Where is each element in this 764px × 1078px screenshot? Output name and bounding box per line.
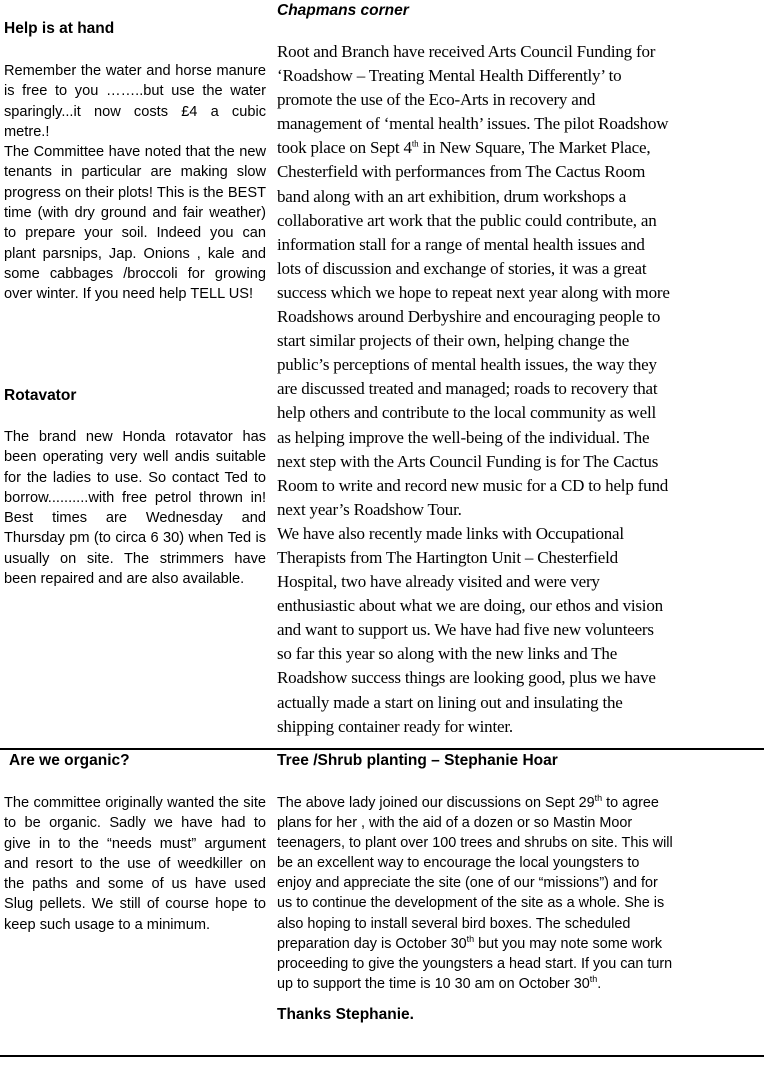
chapmans-lines2-line: so far this year so along with the new links and The [277, 644, 618, 664]
chapmans-lines2-line: actually made a start on lining out and insulating the [277, 692, 623, 712]
chapmans-section [277, 2, 764, 20]
tree-paragraph [277, 793, 764, 994]
tree-lines-line: teenagers, to plant over 100 trees and shrubs on site. This will [277, 835, 673, 852]
chapmans-lines1-line: next step with the Arts Council Funding is for The Cactus [277, 451, 659, 471]
chapmans-lines2-line: Therapists from The Hartington Unit – Chesterfield [277, 547, 618, 567]
tree-signoff: Thanks Stephanie. [277, 1005, 414, 1023]
chapmans-lines1-line: are discussed treated and managed; roads to recovery that [277, 379, 658, 399]
rotavator-heading: Rotavator [4, 387, 77, 404]
tree-lines-line: up to support the time is 10 30 am on October 30th. [277, 974, 602, 992]
chapmans-lines1-line: start similar projects of their own, helping change the [277, 331, 630, 351]
chapmans-lines1-line: as helping improve the well-being of the individual. The [277, 427, 650, 447]
chapmans-lines1-line: band along with an art exhibition, drum workshops a [277, 186, 627, 206]
chapmans-lines2-line: Roadshow success things are looking good, plus we have [277, 668, 656, 688]
organic-heading: Are we organic? [9, 752, 130, 769]
chapmans-lines1-line: information stall for a range of mental health issues and [277, 234, 645, 254]
rotavator-section [4, 387, 266, 405]
tree-lines-line: plans for her , with the aid of a dozen or so Mastin Moor [277, 815, 633, 832]
help-body [4, 61, 266, 305]
chapmans-lines2-line: enthusiastic about what we are doing, our ethos and vision [277, 596, 663, 616]
chapmans-lines1-line: collaborative art work that the public could contribute, an [277, 210, 657, 230]
chapmans-paragraphs [277, 40, 764, 739]
chapmans-lines1-line: management of ‘mental health’ issues. The pilot Roadshow [277, 114, 669, 134]
tree-section [277, 752, 764, 770]
chapmans-lines2-line: Hospital, two have already visited and were very [277, 572, 600, 592]
tree-body [277, 793, 764, 1024]
tree-lines-line: The above lady joined our discussions on Sept 29th to agree [277, 793, 659, 811]
chapmans-lines1-line: Room to write and record new music for a CD to help fund [277, 475, 669, 495]
chapmans-lines1-line: ‘Roadshow – Treating Mental Health Differently’ to [277, 66, 622, 86]
section-divider [0, 748, 764, 750]
rotavator-paragraph: The brand new Honda rotavator has been operating very well andis suitable for the ladies to use. So contact Ted to borrow..........with free petrol thrown in! Best times are Wednesday and Thursday pm (to circa 6 30) when Ted is usually on site. The strimmers have been repaired and are also available. [4, 429, 266, 588]
tree-lines-line: also hoping to install several bird boxes. The scheduled [277, 915, 631, 932]
chapmans-lines1-line: lots of discussion and exchange of stories, it was a great [277, 258, 647, 278]
chapmans-lines1-line: help others and contribute to the local community as well [277, 403, 657, 423]
chapmans-body [277, 40, 764, 739]
tree-lines-line: us to continue the development of the site as a whole. She is [277, 895, 665, 912]
tree-lines-line: enjoy and appreciate the site (one of our “missions”) and for [277, 875, 658, 892]
help-paragraph-1: Remember the water and horse manure is free to you ……..but use the water sparingly...it now costs £4 a cubic metre.! [4, 63, 266, 140]
help-section [4, 20, 266, 38]
chapmans-lines2-line: shipping container ready for winter. [277, 716, 513, 736]
organic-section [9, 752, 266, 770]
chapmans-lines1-line: Root and Branch have received Arts Council Funding for [277, 42, 656, 61]
tree-lines-line: preparation day is October 30th but you may note some work [277, 933, 663, 952]
tree-lines-line: proceeding to give the youngsters a head start. If you can turn [277, 955, 673, 972]
chapmans-lines1-line: Roadshows around Derbyshire and encouraging people to [277, 307, 661, 327]
bottom-divider [0, 1055, 764, 1057]
help-heading: Help is at hand [4, 20, 115, 37]
tree-lines-line: be an excellent way to encourage the local youngsters to [277, 855, 640, 872]
chapmans-lines1-line: promote the use of the Eco-Arts in recovery and [277, 90, 596, 110]
organic-paragraph: The committee originally wanted the site to be organic. Sadly we have had to give in to the “needs must” argument and resort to the use of weedkiller on the paths and some of us have used Slug pellets. We still of course hope to keep such usage to a minimum. [4, 795, 266, 933]
chapmans-lines1-line: next year’s Roadshow Tour. [277, 499, 462, 519]
help-paragraph-2: The Committee have noted that the new tenants in particular are making slow progress on their plots! This is the BEST time (with dry ground and fair weather) to prepare your soil. Indeed you can plant parsnips, Jap. Onions , kale and some cabbages /broccoli for growing over winter. If you need help TELL US! [4, 144, 266, 303]
rotavator-body [4, 427, 266, 589]
organic-body [4, 793, 266, 935]
chapmans-lines1-line: success which we hope to repeat next year along with more [277, 282, 670, 302]
chapmans-lines1-line: public’s perceptions of mental health issues, the way they [277, 355, 657, 375]
chapmans-lines2-line: and want to support us. We have had five new volunteers [277, 620, 654, 640]
tree-heading: Tree /Shrub planting – Stephanie Hoar [277, 752, 558, 769]
chapmans-heading: Chapmans corner [277, 2, 409, 19]
chapmans-lines1-line: Chesterfield with performances from The Cactus Room [277, 162, 646, 182]
chapmans-lines1-line: took place on Sept 4th in New Square, The Market Place, [277, 138, 651, 158]
chapmans-lines2-line: We have also recently made links with Occupational [277, 523, 624, 543]
